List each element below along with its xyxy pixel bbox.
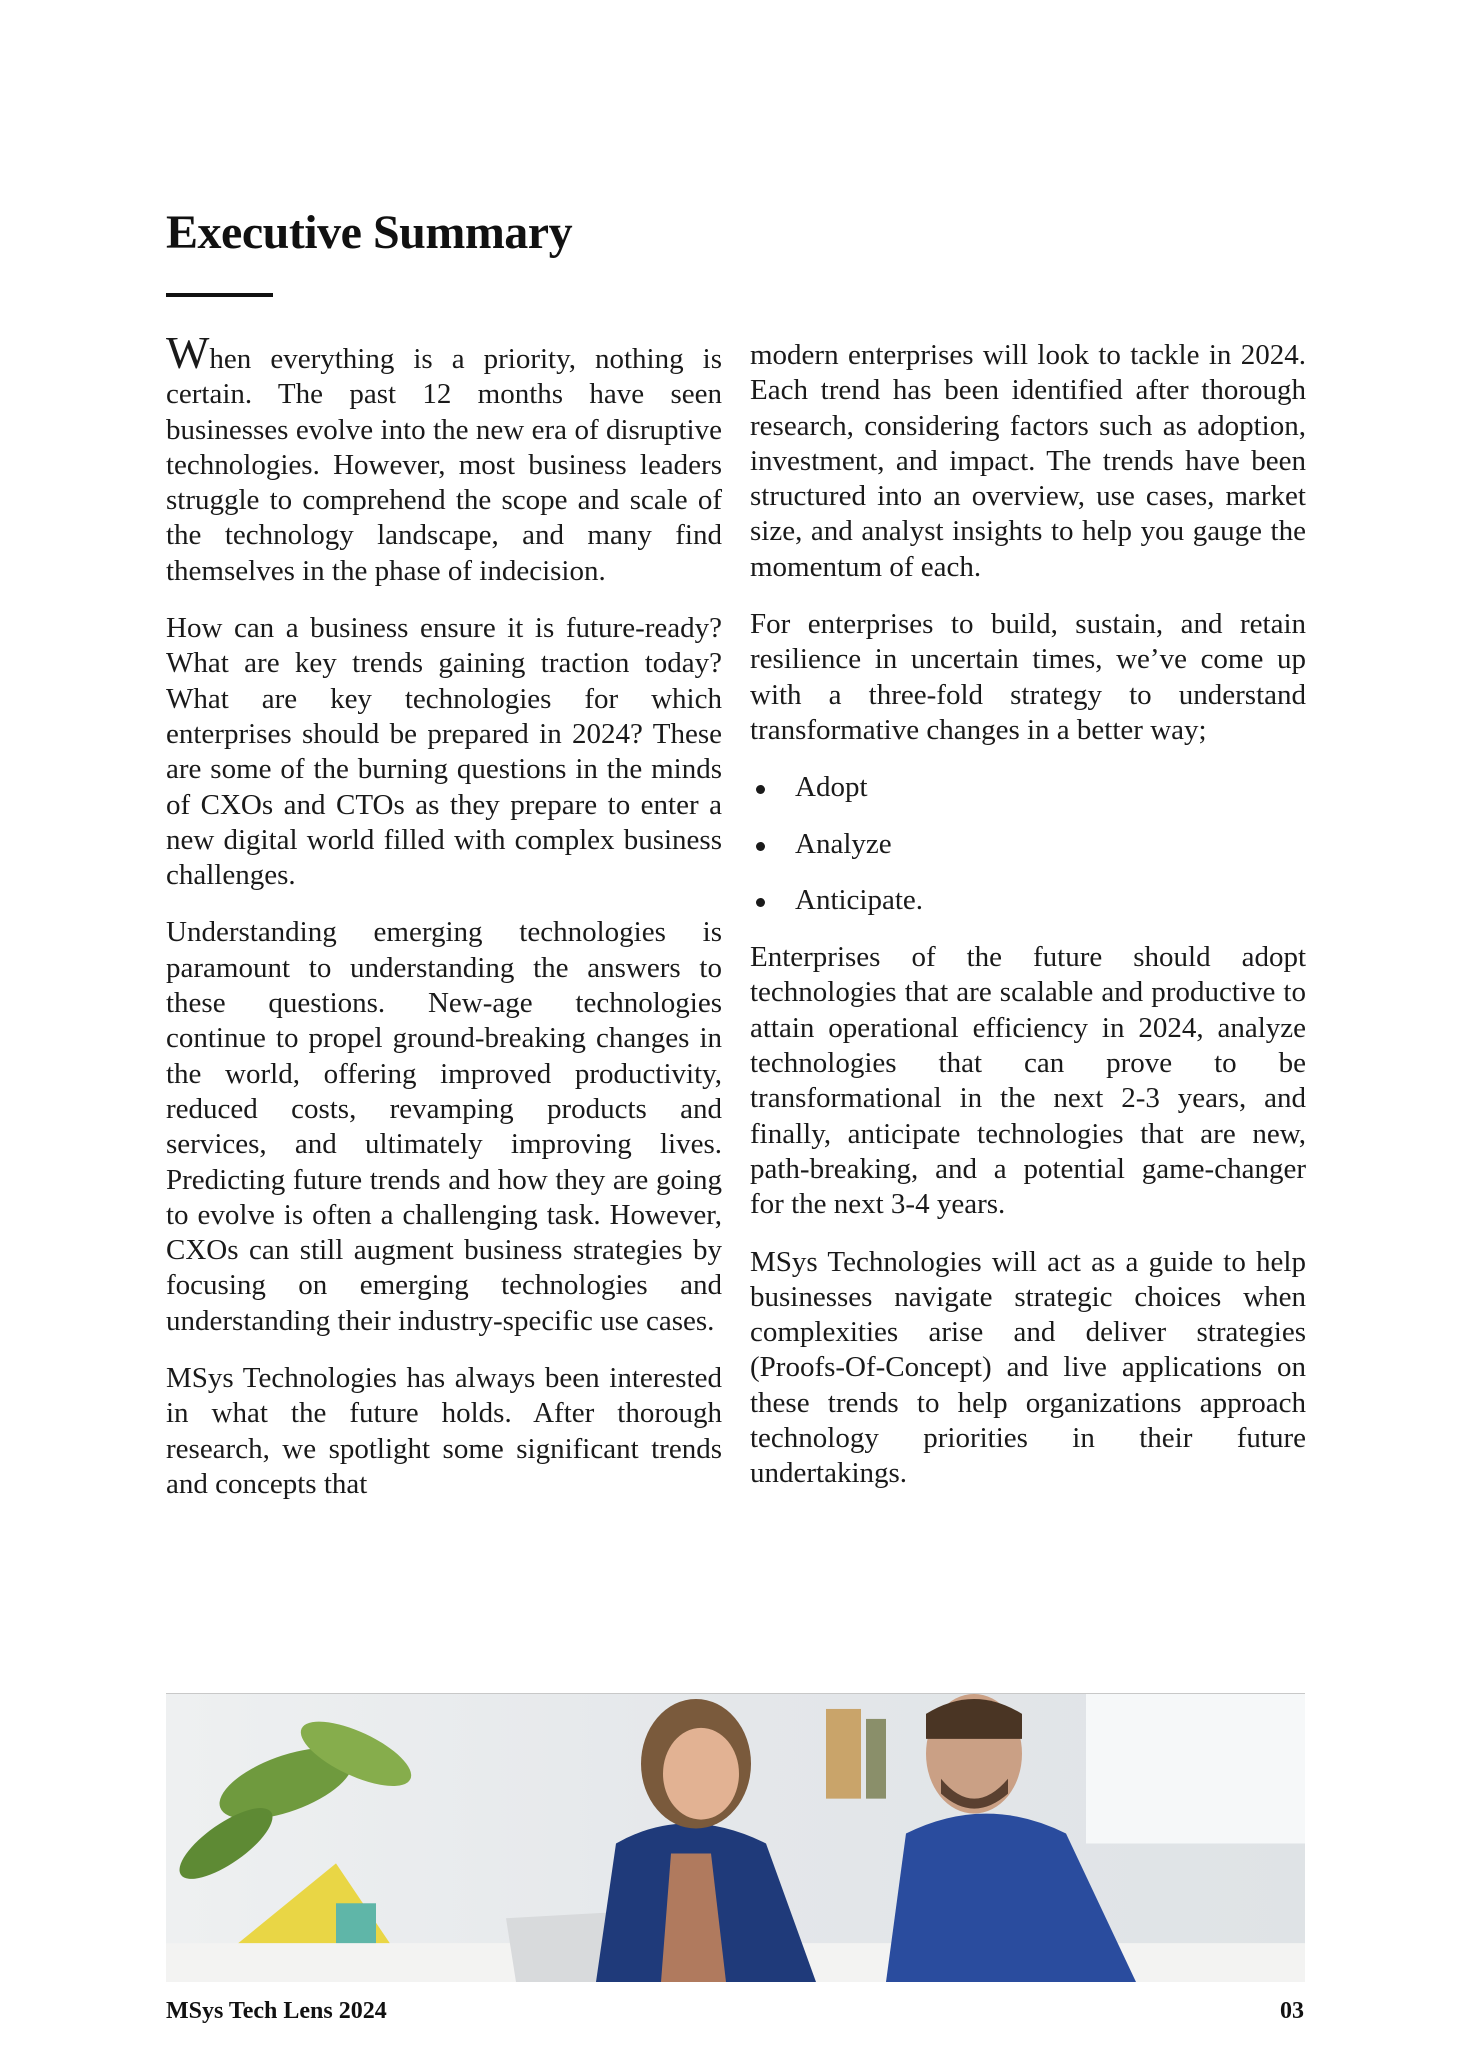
drop-cap: W: [166, 327, 210, 378]
page-title: Executive Summary: [166, 206, 573, 259]
list-item: Adopt: [750, 770, 1306, 805]
enterprises-paragraph: Enterprises of the future should adopt technologies that are scalable and productive to attain operational efficiency in 2024, analyze technologies that can prove to be transformational in the next 2-3 years, and finally, anticipate technologies that are new, path-breaking, and a potential game-changer for the next 3-4 years.: [750, 941, 1306, 1221]
msys-research-paragraph: MSys Technologies has always been interested in what the future holds. After thorough research, we spotlight some significant trends and concepts that: [166, 1362, 722, 1500]
left-column: [166, 327, 722, 1524]
office-photo-illustration: [166, 1694, 1305, 1982]
list-item: Analyze: [750, 827, 1306, 862]
msys-guide-paragraph: MSys Technologies will act as a guide to help businesses navigate strategic choices when complexities arise and deliver strategies (Proofs-Of-Concept) and live applications on these trends to help organizations approach technology priorities in their future undertakings.: [750, 1245, 1306, 1490]
intro-paragraph-text: hen everything is a priority, nothing is certain. The past 12 months have seen businesses evolve into the new era of disruptive technologies. However, most business leaders struggle to comprehend the scope and scale of the technology landscape, and many find themselves in the phase of indecision.: [166, 343, 722, 587]
office-photo: [166, 1693, 1305, 1982]
footer-publication-title: MSys Tech Lens 2024: [166, 1998, 387, 2024]
trends-paragraph: modern enterprises will look to tackle in 2024. Each trend has been identified after thorough research, considering factors such as adoption, investment, and impact. The trends have been structured into an overview, use cases, market size, and analyst insights to help you gauge the momentum of each.: [750, 339, 1306, 583]
questions-paragraph: How can a business ensure it is future-ready? What are key trends gaining traction today? What are key technologies for which enterprises should be prepared in 2024? These are some of the burning questions in the minds of CXOs and CTOs as they prepare to enter a new digital world filled with complex business challenges.: [166, 612, 722, 892]
strategy-list: [750, 770, 1306, 918]
emerging-tech-paragraph: Understanding emerging technologies is paramount to understanding the answers to these questions. New-age technologies continue to propel ground-breaking changes in the world, offering improved productivity, reduced costs, revamping products and services, and ultimately improving lives. Predicting future trends and how they are going to evolve is often a challenging task. However, CXOs can still augment business strategies by focusing on emerging technologies and understanding their industry-specific use cases.: [166, 916, 722, 1337]
title-underline: [166, 293, 273, 297]
footer-page-number: 03: [1280, 1998, 1304, 2024]
intro-paragraph: [166, 327, 722, 589]
right-column: [750, 338, 1306, 1514]
strategy-paragraph: For enterprises to build, sustain, and retain resilience in uncertain times, we’ve come up with a three-fold strategy to understand transformative changes in a better way;: [750, 608, 1306, 746]
list-item: Anticipate.: [750, 883, 1306, 918]
